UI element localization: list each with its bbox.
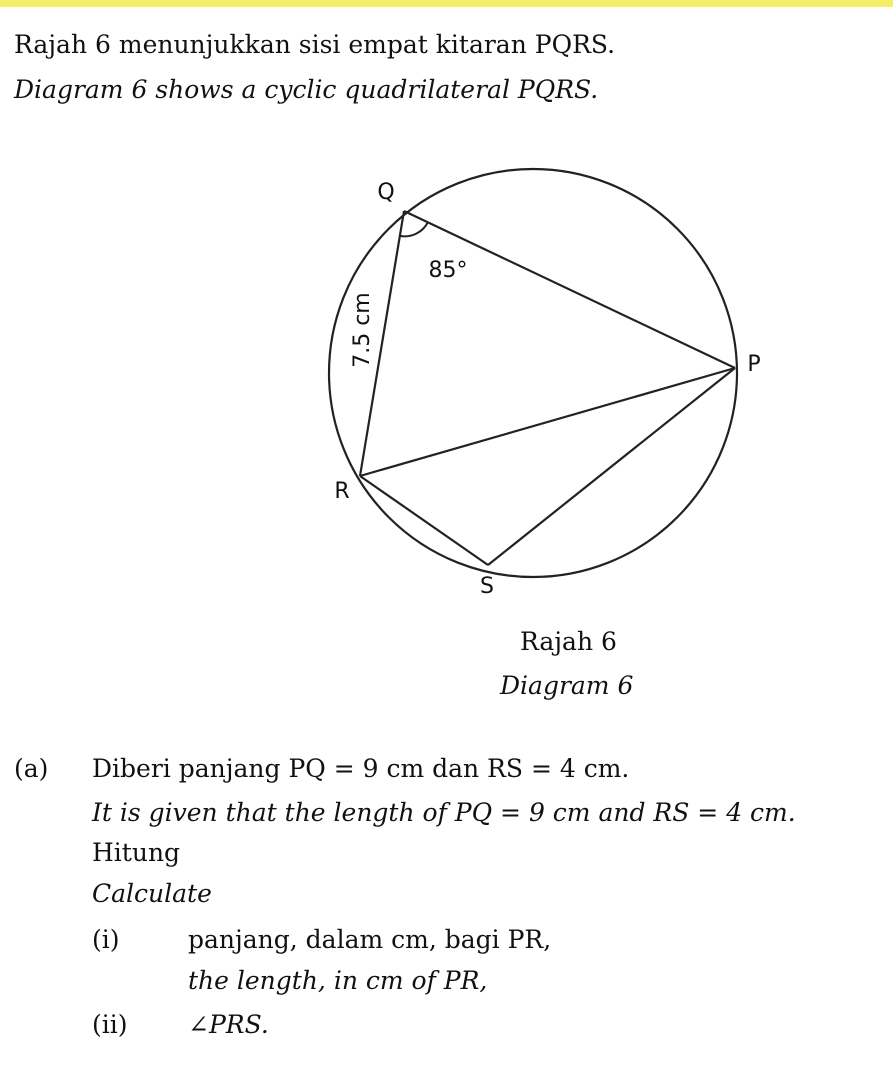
side-qp (404, 211, 735, 368)
side-sp (488, 368, 735, 565)
intro-malay: Rajah 6 menunjukkan sisi empat kitaran PQRS. (14, 30, 616, 59)
item-i-malay: panjang, dalam cm, bagi PR, (188, 925, 552, 954)
caption-english: Diagram 6 (500, 671, 634, 700)
side-label-qr: 7.5 cm (350, 292, 375, 368)
part-a-marker: (a) (14, 754, 49, 783)
vertex-label-s: S (480, 574, 494, 599)
side-rs (360, 476, 488, 565)
diagonal-rp (360, 368, 735, 476)
angle-label-85: 85° (428, 258, 468, 283)
item-i-english: the length, in cm of PR, (188, 966, 488, 995)
item-i-marker: (i) (92, 925, 120, 954)
vertex-label-q: Q (377, 180, 395, 205)
part-a-given-english: It is given that the length of PQ = 9 cm and RS = 4 cm. (92, 798, 796, 827)
caption-malay: Rajah 6 (520, 627, 617, 656)
part-a-calc-english: Calculate (92, 879, 212, 908)
vertex-label-r: R (334, 479, 350, 504)
item-ii-text: ∠PRS. (188, 1010, 269, 1039)
item-ii-marker: (ii) (92, 1010, 128, 1039)
vertex-label-p: P (747, 352, 761, 377)
part-a-given-malay: Diberi panjang PQ = 9 cm dan RS = 4 cm. (92, 754, 630, 783)
intro-english: Diagram 6 shows a cyclic quadrilateral PQRS. (14, 75, 599, 104)
circumcircle (329, 169, 737, 577)
angle-arc-q (401, 222, 429, 236)
part-a-calc-malay: Hitung (92, 838, 181, 867)
